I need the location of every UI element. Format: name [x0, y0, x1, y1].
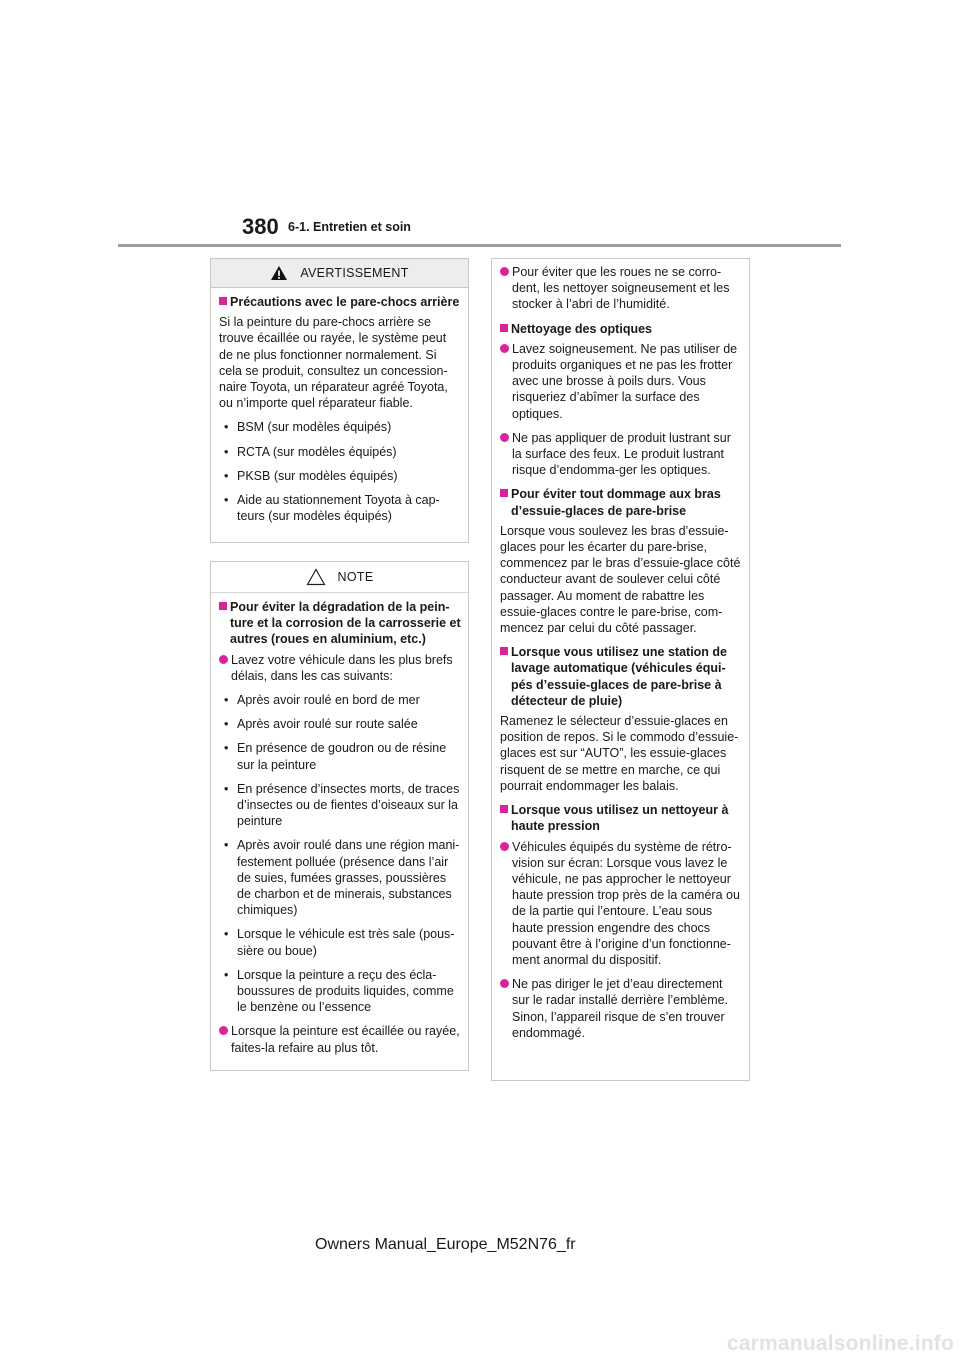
header-divider — [118, 244, 841, 247]
note-bullet: • Après avoir roulé en bord de mer — [224, 692, 462, 708]
warning-box-title: AVERTISSEMENT — [300, 265, 409, 280]
note-bullet: • Lorsque la peinture a reçu des écla-boussures de produits liquides, comme le benzène ou l’essence — [224, 967, 462, 1016]
note-bullet: • En présence de goudron ou de résine sur la peinture — [224, 740, 462, 772]
note-bullet: • Après avoir roulé dans une région mani-festement polluée (présence dans l’air de suies, fumées grasses, poussières de charbon et de minerais, substances chimiques) — [224, 837, 462, 918]
note-bullet: • Après avoir roulé sur route salée — [224, 716, 462, 732]
footer-document-id: Owners Manual_Europe_M52N76_fr — [315, 1236, 576, 1253]
right-paragraph: Lorsque vous soulevez les bras d’essuie-glaces pour les écarter du pare-brise, commencez par le bras d’essuie-glace côté conducteur avant de soulever celui côté passager. Au moment de rabattre les essuie-glaces contre le pare-brise, com-mencez par celui du côté passager. — [500, 523, 741, 636]
right-heading: Pour éviter tout dommage aux bras d’essuie-glaces de pare-brise — [500, 486, 743, 518]
warning-triangle-icon — [270, 265, 288, 281]
note-circle-item: Lorsque la peinture est écaillée ou rayée, faites-la refaire au plus tôt. — [219, 1023, 462, 1055]
section-title: 6-1. Entretien et soin — [288, 220, 411, 234]
warning-text: Si la peinture du pare-chocs arrière se trouve écaillée ou rayée, le système peut de ne plus fonctionner normalement. Si cela se produit, consultez un concession-naire Toyota, un réparateur agréé Toyota, ou n’importe quel réparateur fiable. — [219, 315, 448, 411]
warning-bullet: • RCTA (sur modèles équipés) — [224, 444, 462, 460]
right-circle-item: Lavez soigneusement. Ne pas utiliser de produits organiques et ne pas les frotter avec une brosse à poils durs. Vous risqueriez d’abîmer la surface des optiques. — [500, 341, 743, 422]
right-circle-item: Pour éviter que les roues ne se corro-dent, les nettoyer soigneusement et les stocker à l’abri de l’humidité. — [500, 264, 743, 313]
warning-box-header — [211, 259, 468, 288]
right-heading: Lorsque vous utilisez un nettoyeur à haute pression — [500, 802, 743, 834]
note-circle-item: Lavez votre véhicule dans les plus brefs délais, dans les cas suivants: — [219, 652, 462, 684]
note-box-header — [211, 562, 468, 593]
note-box — [210, 561, 469, 1071]
right-heading: Nettoyage des optiques — [500, 321, 743, 337]
warning-heading: Précautions avec le pare-chocs arrière — [219, 294, 462, 310]
warning-box — [210, 258, 469, 543]
warning-bullet: • PKSB (sur modèles équipés) — [224, 468, 462, 484]
note-box-title: NOTE — [337, 569, 374, 584]
page-number: 380 — [242, 214, 279, 239]
note-continuation-box — [491, 258, 750, 1081]
right-circle-item: Véhicules équipés du système de rétro-vision sur écran: Lorsque vous lavez le véhicule, ne pas approcher le nettoyeur haute pression trop près de la caméra ou de la partie qui l’entoure. L’eau sous haute pression engendre des chocs pouvant être à l’origine d’un fonctionne-ment anormal du dispositif. — [500, 839, 743, 969]
note-heading: Pour éviter la dégradation de la pein-ture et la corrosion de la carrosserie et autres (roues en aluminium, etc.) — [219, 599, 462, 648]
right-circle-item: Ne pas diriger le jet d’eau directement sur le radar installé derrière l’emblème. Sinon, l’appareil risque de s’en trouver endommagé. — [500, 976, 743, 1041]
warning-bullet: • BSM (sur modèles équipés) — [224, 419, 462, 435]
right-paragraph: Ramenez le sélecteur d’essuie-glaces en position de repos. Si le commodo d’essuie-glaces est sur “AUTO”, les essuie-glaces risquent de se mettre en marche, ce qui pourrait endommager les balais. — [500, 714, 739, 793]
right-circle-item: Ne pas appliquer de produit lustrant sur la surface des feux. Le produit lustrant risque d’endomma-ger les optiques. — [500, 430, 743, 479]
caution-triangle-icon — [306, 568, 326, 586]
warning-bullet: • Aide au stationnement Toyota à cap-teurs (sur modèles équipés) — [224, 492, 462, 524]
right-heading: Lorsque vous utilisez une station de lavage automatique (véhicules équi-pés d’essuie-glaces de pare-brise à détecteur de pluie) — [500, 644, 743, 709]
note-bullet: • Lorsque le véhicule est très sale (pous-sière ou boue) — [224, 926, 462, 958]
note-bullet: • En présence d’insectes morts, de traces d’insectes ou de fientes d’oiseaux sur la peinture — [224, 781, 462, 830]
watermark: carmanualsonline.info — [726, 1332, 954, 1355]
